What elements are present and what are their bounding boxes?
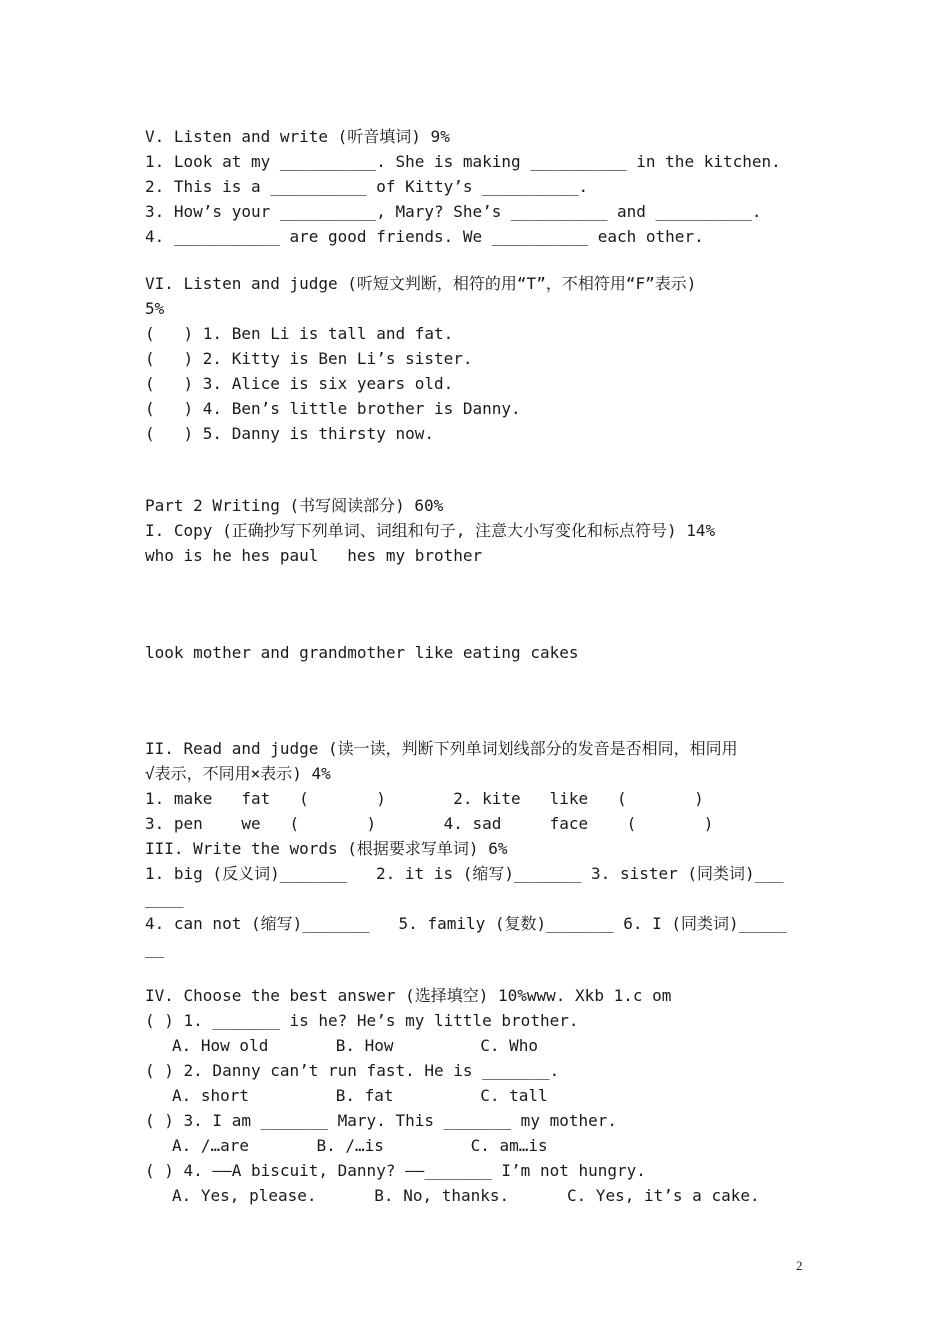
part2-heading: Part 2 Writing (书写阅读部分) 60% — [145, 496, 444, 515]
question-1-options: A. How old B. How C. Who — [172, 1036, 539, 1055]
section-v-item-2: 2. This is a __________ of Kitty’s __________. — [145, 177, 589, 196]
section-ii-heading: II. Read and judge (读一读，判断下列单词划线部分的发音是否相同，相同用 — [145, 739, 738, 758]
section-vi-item-3: ( ) 3. Alice is six years old. — [145, 374, 454, 393]
question-1: ( ) 1. _______ is he? He’s my little brother. — [145, 1011, 579, 1030]
section-ii-heading-cont: √表示，不同用×表示) 4% — [145, 764, 331, 783]
section-vi-heading: VI. Listen and judge (听短文判断，相符的用“T”，不相符用“F”表示) — [145, 274, 697, 293]
section-iii-row-2-wrap: __ — [145, 939, 165, 958]
section-v-heading: V. Listen and write (听音填词) 9% — [145, 127, 450, 146]
section-v-item-4: 4. ___________ are good friends. We __________ each other. — [145, 227, 704, 246]
copy-sentence-2: look mother and grandmother like eating cakes — [145, 643, 579, 662]
section-vi-item-1: ( ) 1. Ben Li is tall and fat. — [145, 324, 454, 343]
section-i-heading: I. Copy (正确抄写下列单词、词组和句子, 注意大小写变化和标点符号) 14% — [145, 521, 716, 540]
section-vi-heading-cont: 5% — [145, 299, 165, 318]
question-2-options: A. short B. fat C. tall — [172, 1086, 548, 1105]
section-iii-heading: III. Write the words (根据要求写单词) 6% — [145, 839, 508, 858]
section-iii-row-1-wrap: ____ — [145, 889, 184, 908]
question-4: ( ) 4. ——A biscuit, Danny? ——_______ I’m not hungry. — [145, 1161, 646, 1180]
question-3: ( ) 3. I am _______ Mary. This _______ my mother. — [145, 1111, 618, 1130]
page-number: 2 — [796, 1258, 803, 1273]
copy-sentence-1: who is he hes paul hes my brother — [145, 546, 483, 565]
section-v-item-3: 3. How’s your __________, Mary? She’s __________ and __________. — [145, 202, 762, 221]
section-iii-row-2: 4. can not (缩写)_______ 5. family (复数)_______ 6. I (同类词)_____ — [145, 914, 787, 933]
section-iv-heading: IV. Choose the best answer (选择填空) 10%www. Xkb 1.c om — [145, 986, 672, 1005]
section-vi-item-4: ( ) 4. Ben’s little brother is Danny. — [145, 399, 521, 418]
question-4-options: A. Yes, please. B. No, thanks. C. Yes, it’s a cake. — [172, 1186, 760, 1205]
section-v-item-1: 1. Look at my __________. She is making __________ in the kitchen. — [145, 152, 781, 171]
section-vi-item-5: ( ) 5. Danny is thirsty now. — [145, 424, 434, 443]
question-3-options: A. /…are B. /…is C. am…is — [172, 1136, 548, 1155]
section-iii-row-1: 1. big (反义词)_______ 2. it is (缩写)_______ 3. sister (同类词)___ — [145, 864, 784, 883]
section-ii-row-2: 3. pen we ( ) 4. sad face ( ) — [145, 814, 714, 833]
section-vi-item-2: ( ) 2. Kitty is Ben Li’s sister. — [145, 349, 473, 368]
section-ii-row-1: 1. make fat ( ) 2. kite like ( ) — [145, 789, 704, 808]
question-2: ( ) 2. Danny can’t run fast. He is _______. — [145, 1061, 560, 1080]
